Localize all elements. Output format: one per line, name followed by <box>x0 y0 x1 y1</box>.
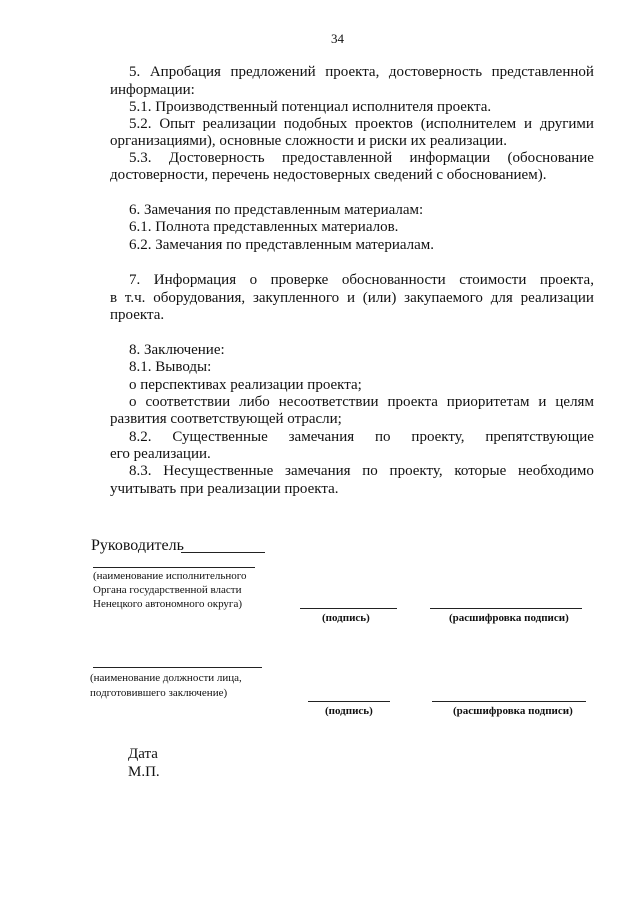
word: приоритетам <box>446 394 530 410</box>
s8-item-2-line-1 <box>129 394 594 411</box>
word: проекту, <box>389 463 443 479</box>
word: замечания <box>288 429 355 445</box>
word: (или) <box>362 290 397 306</box>
word: о <box>249 272 258 288</box>
org-name-line <box>93 567 255 568</box>
word: препятствующие <box>485 429 594 445</box>
decode-caption-2: (расшифровка подписи) <box>453 705 573 717</box>
word: представленной <box>491 64 594 80</box>
s8-3-line-2: учитывать при реализации проекта. <box>110 481 339 497</box>
word: 5.2. <box>129 116 152 132</box>
word: по <box>375 429 391 445</box>
word: по <box>362 463 378 479</box>
word: реализации <box>520 290 594 306</box>
s5-3-line-1 <box>129 150 594 167</box>
word: Достоверность <box>168 150 265 166</box>
word: проекта <box>387 394 438 410</box>
word: достоверность <box>388 64 483 80</box>
s7-line-1 <box>129 272 594 289</box>
word: соответствии <box>145 394 231 410</box>
signature-line-2 <box>308 701 390 702</box>
word: Несущественные <box>163 463 274 479</box>
word: 5.3. <box>129 150 152 166</box>
word: необходимо <box>518 463 594 479</box>
word: закупаемого <box>404 290 483 306</box>
page-number: 34 <box>331 31 344 46</box>
s6-1: 6.1. Полнота представленных материалов. <box>129 219 399 235</box>
word: 8.3. <box>129 463 152 479</box>
word: замечания <box>285 463 351 479</box>
word: 8.2. <box>129 429 152 445</box>
s5-line-1 <box>129 64 594 81</box>
s8-3-line-1 <box>129 463 594 480</box>
word: Апробация <box>149 64 221 80</box>
signature-line-1 <box>300 608 397 609</box>
word: (исполнителем <box>420 116 517 132</box>
s5-1: 5.1. Производственный потенциал исполнителя проекта. <box>129 99 492 115</box>
s8-item-2-line-2: развития соответствующей отрасли; <box>110 411 342 427</box>
head-signature-line <box>181 552 265 553</box>
s8-item-1: о перспективах реализации проекта; <box>129 377 362 393</box>
word: которые <box>454 463 507 479</box>
position-caption-line-2: подготовившего заключение) <box>90 687 228 699</box>
org-caption-line-3: Ненецкого автономного округа) <box>93 598 242 610</box>
word: обоснованности <box>341 272 446 288</box>
s7-line-2 <box>110 290 594 307</box>
decode-caption-1: (расшифровка подписи) <box>449 612 569 624</box>
s8-1: 8.1. Выводы: <box>129 359 212 375</box>
org-caption-line-1: (наименование исполнительного <box>93 570 247 582</box>
word: целям <box>555 394 594 410</box>
word: другими <box>539 116 594 132</box>
word: закупленного <box>252 290 340 306</box>
decode-line-1 <box>430 608 582 609</box>
word: проекту, <box>411 429 465 445</box>
s8-2-line-2: его реализации. <box>110 446 211 462</box>
s8-2-line-1 <box>129 429 594 446</box>
word: проекта, <box>539 272 594 288</box>
word: Информация <box>153 272 237 288</box>
word: информации <box>409 150 491 166</box>
word: реализации <box>202 116 276 132</box>
word: Опыт <box>159 116 195 132</box>
word: и <box>538 394 547 410</box>
s5-2-line-2: организациями), основные сложности и риски их реализации. <box>110 133 507 149</box>
word: о <box>129 394 137 410</box>
org-caption-line-2: Органа государственной власти <box>93 584 242 596</box>
word: подобных <box>283 116 348 132</box>
word: (обоснование <box>507 150 594 166</box>
word: проектов <box>355 116 413 132</box>
s5-2-line-1 <box>129 116 594 133</box>
date-label: Дата <box>128 746 158 762</box>
word: несоответствии <box>278 394 379 410</box>
signature-caption-2: (подпись) <box>325 705 373 717</box>
position-name-line <box>93 667 262 668</box>
word: стоимости <box>459 272 527 288</box>
decode-line-2 <box>432 701 586 702</box>
position-caption-line-1: (наименование должности лица, <box>90 672 242 684</box>
signature-caption-1: (подпись) <box>322 612 370 624</box>
word: предоставленной <box>281 150 393 166</box>
word: для <box>490 290 513 306</box>
word: проекта, <box>325 64 380 80</box>
word: 7. <box>129 272 141 288</box>
word: либо <box>239 394 270 410</box>
word: 5. <box>129 64 141 80</box>
s6-title: 6. Замечания по представленным материалам: <box>129 202 424 218</box>
s8-title: 8. Заключение: <box>129 342 225 358</box>
s5-3-line-2: достоверности, перечень недостоверных сведений с обоснованием). <box>110 167 547 183</box>
word: оборудования, <box>153 290 246 306</box>
word: в <box>110 290 118 306</box>
s6-2: 6.2. Замечания по представленным материалам. <box>129 237 435 253</box>
word: проверке <box>270 272 329 288</box>
word: т.ч. <box>124 290 146 306</box>
word: предложений <box>230 64 316 80</box>
seal-label: М.П. <box>128 764 160 780</box>
word: и <box>523 116 532 132</box>
s7-line-3: проекта. <box>110 307 165 323</box>
head-label: Руководитель <box>91 537 184 554</box>
s5-line-2: информации: <box>110 82 195 98</box>
word: и <box>346 290 355 306</box>
word: Существенные <box>172 429 268 445</box>
